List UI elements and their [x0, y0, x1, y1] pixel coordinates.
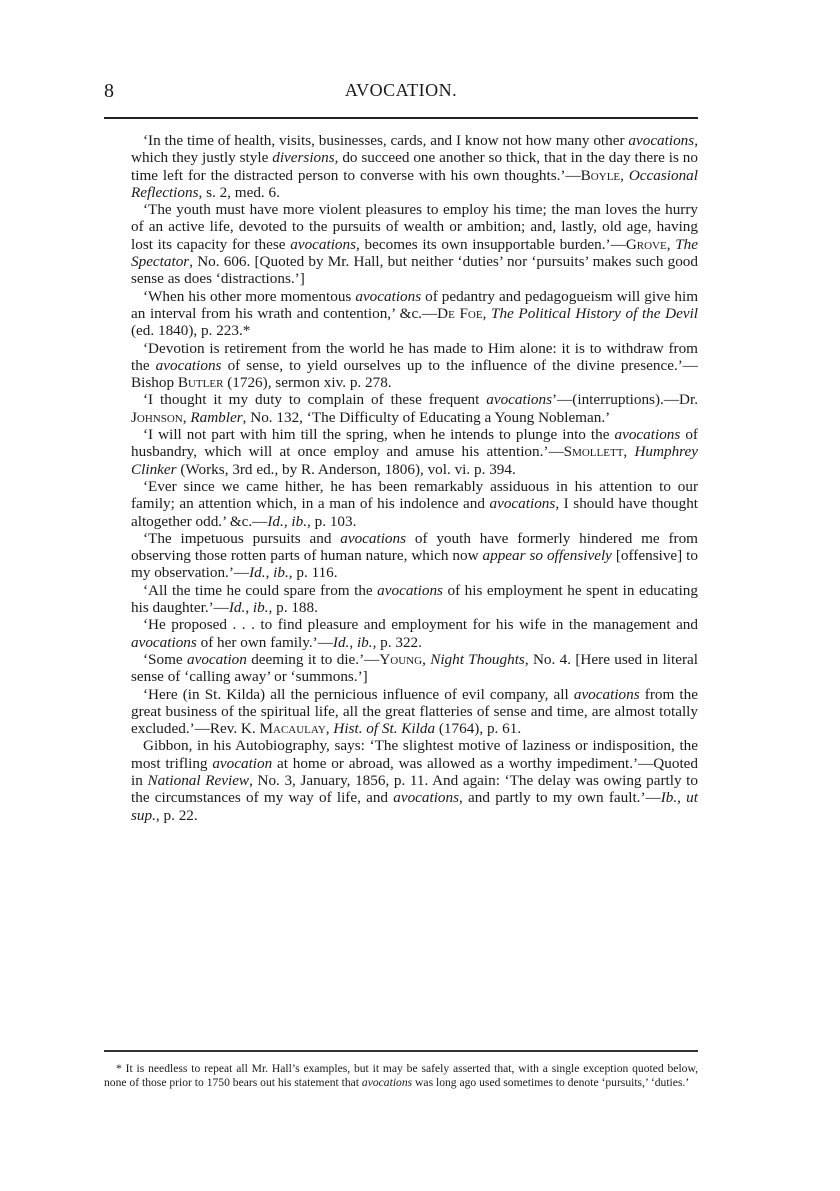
page-number: 8 [104, 80, 114, 102]
text-run: [offensive] to my observation.’— [131, 547, 698, 582]
italic-text: avocations [377, 581, 443, 599]
text-run: of husbandry, which will at once employ and amuse his attention.’— [131, 426, 698, 461]
italic-text: avocations [393, 789, 460, 807]
quotation-entry [131, 201, 698, 287]
text-run: , [182, 408, 191, 426]
text-run: , [623, 443, 635, 461]
italic-text: avocations [290, 235, 357, 253]
author-name: De Foe [437, 304, 483, 322]
italic-text: ib. [356, 633, 373, 651]
text-run: ‘He proposed . . . to find pleasure and employment for his wife in the management and [143, 616, 698, 634]
text-run: of sense, to yield ourselves up to the influence of the divine presence.’—Bishop [131, 356, 698, 392]
text-run: at home or abroad, was allowed as a worthy impediment.’—Quoted in [131, 754, 699, 789]
main-text [131, 132, 698, 824]
italic-text: avocations [628, 132, 695, 149]
text-run: (1764), p. 61. [435, 720, 522, 738]
text-run: of pedantry and pedagogueism will give him an interval from his wrath and contention,’ &c.— [131, 287, 699, 322]
quotation-entry [131, 530, 698, 582]
text-run: ‘The impetuous pursuits and [143, 529, 341, 547]
italic-text: National Review [147, 771, 250, 789]
quotation-entry [131, 391, 698, 426]
italic-text: avocations [155, 356, 222, 374]
text-run: , [620, 166, 629, 184]
author-name: Butler [177, 374, 224, 392]
text-run: , which they justly style [131, 132, 698, 167]
quotation-entry [131, 132, 698, 201]
italic-text: Occasional Reflections [131, 166, 698, 201]
italic-text: Id. [228, 599, 246, 617]
text-run: ‘Some [143, 650, 187, 668]
running-title: AVOCATION. [344, 80, 458, 100]
italic-text: ib. [291, 512, 308, 530]
footnote-rule [104, 1050, 698, 1052]
text-run: , p. 103. [307, 512, 357, 530]
text-run: , [422, 650, 431, 668]
quotation-entry [131, 478, 698, 530]
italic-text: appear so offensively [482, 547, 612, 565]
text-run: , [349, 633, 357, 651]
text-run: , p. 322. [372, 633, 422, 651]
text-run: ‘I will not part with him till the spring, when he intends to plunge into the [143, 426, 615, 444]
italic-text: diversions [272, 149, 335, 167]
quotation-entry [131, 288, 698, 340]
quotation-entry [131, 651, 698, 686]
text-run: , [677, 789, 687, 807]
italic-text: avocation [186, 650, 247, 668]
italic-text: Hist. of St. Kilda [333, 720, 436, 738]
italic-text: avocations [573, 685, 640, 703]
text-run: from the great business of the spiritual life, all the great flatteries of sense and time, are almost totally excluded.’—Rev. K. [131, 685, 698, 738]
text-run: , No. 606. [Quoted by Mr. Hall, but neither ‘duties’ nor ‘pursuits’ makes such good sense as does ‘distractions.’] [131, 253, 698, 288]
author-name: Boyle [580, 166, 621, 184]
text-run: , s. 2, med. 6. [198, 183, 280, 201]
quotation-entry [131, 737, 698, 823]
text-run: (ed. 1840), p. 223.* [131, 322, 251, 340]
italic-text: Id. [249, 564, 266, 582]
text-run: ‘Devotion is retirement from the world he has made to Him alone: it is to withdraw from the [131, 339, 698, 374]
italic-text: avocation [212, 754, 273, 772]
italic-text: ib. [252, 599, 269, 617]
footnote [104, 1062, 698, 1089]
text-run: ‘Here (in St. Kilda) all the pernicious influence of evil company, all [143, 685, 574, 703]
text-run: , No. 3, January, 1856, p. 11. And again: ‘The delay was owing partly to the circumstances of my way of life, and [131, 771, 698, 807]
text-run: , [265, 564, 274, 582]
text-run: of youth have formerly hindered me from observing those rotten parts of human nature, which now [131, 529, 698, 565]
italic-text: Night Thoughts [430, 650, 525, 668]
quotation-entry [131, 340, 698, 392]
text-run: Gibbon, in his Autobiography, says: ‘The slightest motive of laziness or indisposition, the most trifling [131, 737, 698, 772]
italic-text: Id. [332, 633, 350, 651]
text-run: , [283, 512, 292, 530]
author-name: Grove [625, 235, 667, 253]
text-run: , No. 132, ‘The Difficulty of Educating a Young Nobleman.’ [242, 408, 611, 426]
text-run: , [666, 235, 676, 253]
text-run: , [245, 599, 253, 617]
quotation-entry [131, 616, 698, 651]
text-run: of his employment he spent in educating his daughter.’— [131, 581, 698, 617]
text-run: , I should have thought altogether odd.’ &c.— [131, 495, 699, 530]
italic-text: Rambler [190, 408, 243, 426]
author-name: Macaulay [259, 720, 326, 738]
italic-text: avocations [614, 426, 681, 444]
italic-text: ib. [273, 564, 289, 582]
italic-text: Humphrey Clinker [131, 443, 698, 478]
italic-text: avocations [355, 287, 422, 305]
text-run: , becomes its own insupportable burden.’— [356, 235, 626, 253]
quotation-entry [131, 582, 698, 617]
text-run: , [482, 304, 492, 322]
italic-text: Id. [267, 512, 284, 530]
text-run: , p. 116. [288, 564, 338, 582]
text-run: , p. 188. [268, 599, 318, 617]
text-run: was long ago used sometimes to denote ‘pursuits,’ ‘duties.’ [412, 1075, 690, 1089]
text-run: ‘The youth must have more violent pleasures to employ his time; the man loves the hurry of an active life, devoted to the pursuits of wealth or ambition; and, lastly, old age, having lost its capacity for these [131, 201, 698, 253]
text-run: deeming it to die.’— [246, 650, 380, 668]
text-run: (Works, 3rd ed., by R. Anderson, 1806), vol. vi. p. 394. [176, 460, 516, 478]
footnote-text [104, 1062, 698, 1089]
text-run: (1726), sermon xiv. p. 278. [223, 374, 392, 392]
italic-text: avocations [489, 495, 556, 513]
text-run: of her own family.’— [196, 633, 333, 651]
text-run: , [325, 720, 334, 738]
header-rule [104, 117, 698, 119]
italic-text: The Spectator [131, 235, 698, 271]
quotation-entry [131, 426, 698, 478]
text-run: ‘When his other more momentous [143, 287, 356, 305]
italic-text: The Political History of the Devil [491, 304, 699, 322]
author-name: Johnson [131, 408, 183, 426]
italic-text: avocations [131, 633, 197, 651]
italic-text: ut sup. [131, 789, 698, 824]
text-run: ‘In the time of health, visits, businesses, cards, and I know not how many other [143, 132, 629, 149]
text-run: , No. 4. [Here used in literal sense of ‘calling away’ or ‘summons.’] [131, 650, 698, 686]
page-header [104, 80, 698, 104]
text-run: ‘All the time he could spare from the [143, 581, 378, 599]
text-run: ‘Ever since we came hither, he has been remarkably assiduous in his attention to our family; an attention which, in a man of his indolence and [131, 477, 698, 513]
quotation-entry [131, 686, 698, 738]
text-run: ‘I thought it my duty to complain of these frequent [143, 391, 487, 409]
text-run: * It is needless to repeat all Mr. Hall’s examples, but it may be safely asserted that, with a single exception quoted below, none of those prior to 1750 bears out his statement that [104, 1062, 698, 1089]
text-run: ’—(interruptions).—Dr. [552, 391, 698, 409]
text-run: , p. 22. [155, 806, 198, 824]
author-name: Young [379, 650, 423, 668]
text-run: , and partly to my own fault.’— [459, 789, 661, 807]
italic-text: avocations [361, 1075, 413, 1089]
italic-text: Ib. [660, 789, 678, 807]
author-name: Smollett [563, 443, 624, 461]
italic-text: avocations [486, 391, 553, 409]
text-run: , do succeed one another so thick, that in the day there is no time left for the distracted person to converse with his own thoughts.’— [131, 149, 698, 184]
italic-text: avocations [340, 529, 407, 547]
